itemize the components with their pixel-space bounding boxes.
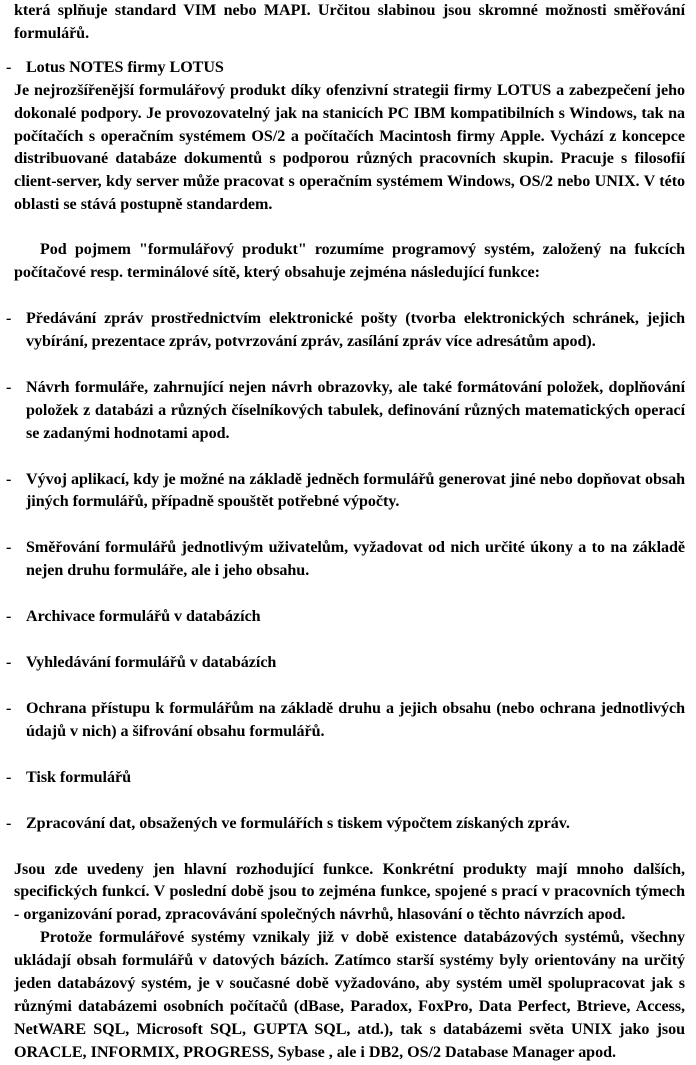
list-item-application-development	[6, 469, 685, 515]
text-column	[6, 0, 685, 1065]
list-item-message-transfer	[6, 308, 685, 354]
list-item-access-protection	[6, 698, 685, 744]
list-item-label: Předávání zpráv prostřednictvím elektronické pošty (tvorba elektronických schránek, jejich vybírání, prezentace zpráv, potvrzování zpráv, zasílání zpráv více adresátům apod).	[26, 309, 685, 350]
function-list	[6, 308, 685, 836]
list-item-label: Lotus NOTES firmy LOTUS	[26, 58, 224, 76]
list-marker-dash: -	[6, 378, 12, 396]
paragraph-form-product-definition: Pod pojmem "formulářový produkt" rozumíme programový systém, založený na fukcích počítačové resp. terminálové sítě, který obsahuje zejména následující funkce:	[14, 241, 685, 282]
list-marker-dash: -	[6, 58, 12, 76]
list-item-label: Návrh formuláře, zahrnující nejen návrh obrazovky, ale také formátování položek, doplňování položek z databázi a různých číselníkových tabulek, definování různých matematických operací se zadanými hodnotami apod.	[26, 378, 685, 442]
spacer	[14, 583, 685, 606]
spacer	[14, 354, 685, 377]
list-marker-dash: -	[6, 470, 12, 488]
list-item-form-routing	[6, 537, 685, 583]
paragraph-lotus-notes-description: Je nejrozšířenější formulářový produkt díky ofenzivní strategii firmy LOTUS a zabezpečení jeho dokonalé podpory. Je provozovatelný jak na stanicích PC IBM kompatibilních s Windows, tak na počítačích s operačním systémem OS/2 a počítačích Macintosh firmy Apple. Vychází z koncepce distribuované databáze dokumentů s podporou různých pracovních skupin. Pracuje s filosofií client-server, kdy server může pracovat s operačním systémem Windows, OS/2 nebo UNIX. V této oblasti se stává postupně standardem.	[14, 81, 685, 214]
list-item-label: Tisk formulářů	[26, 768, 131, 786]
list-item-data-processing	[6, 813, 685, 836]
spacer	[14, 836, 685, 859]
list-item-label: Vyhledávání formulářů v databázích	[26, 654, 277, 672]
list-item-lotus-notes	[6, 57, 685, 80]
spacer	[14, 790, 685, 813]
list-item-label: Ochrana přístupu k formulářům na základě druhu a jejich obsahu (nebo ochrana jednotlivých údajů v nich) a šifrování obsahu formulářů.	[26, 699, 685, 740]
list-marker-dash: -	[6, 699, 12, 717]
spacer	[14, 446, 685, 469]
list-item-form-design	[6, 377, 685, 446]
spacer	[14, 675, 685, 698]
list-marker-dash: -	[6, 608, 12, 626]
list-marker-dash: -	[6, 768, 12, 786]
list-item-label: Zpracování dat, obsažených ve formulářích s tiskem výpočtem získaných zpráv.	[26, 814, 570, 832]
list-marker-dash: -	[6, 309, 12, 327]
spacer	[14, 217, 685, 239]
paragraph-database-systems: Protože formulářové systémy vznikaly již v době existence databázových systémů, všechny ukládají obsah formulářů v datových bázích. Zatímco starší systémy byly orientovány na určitý jeden databázový systém, je v současné době vyžadováno, aby systém uměl spolupracovat jak s různými databázemi osobních počítačů (dBase, Paradox, FoxPro, Data Perfect, Btrieve, Access, NetWARE SQL, Microsoft SQL, GUPTA SQL, atd.), tak s databázemi světa UNIX jako jsou ORACLE, INFORMIX, PROGRESS, Sybase , ale i DB2, OS/2 Database Manager apod.	[14, 929, 685, 1061]
list-item-label: Archivace formulářů v databázích	[26, 608, 261, 626]
paragraph-main-functions-summary: Jsou zde uvedeny jen hlavní rozhodující funkce. Konkrétní produkty mají mnoho dalších, specifických funkcí. V poslední době jsou to zejména funkce, spojené s prací v pracovních týmech - organizování porad, zpracovávání společných návrhů, hlasování o těchto návrzích apod.	[14, 860, 685, 924]
paragraph-continued-vim: která splňuje standard VIM nebo MAPI. Určitou slabinou jsou skromné možnosti směřování formulářů.	[14, 2, 685, 42]
spacer	[14, 514, 685, 537]
list-marker-dash: -	[6, 814, 12, 832]
list-item-label: Směřování formulářů jednotlivým uživatelům, vyžadovat od nich určité úkony a to na základě nejen druhu formuláře, ale i jeho obsahu.	[26, 539, 685, 580]
spacer	[14, 744, 685, 767]
spacer	[14, 285, 685, 308]
list-item-label: Vývoj aplikací, kdy je možné na základě jedněch formulářů generovat jiné nebo dopňovat obsah jiných formulářů, případně spouštět potřebné výpočty.	[26, 470, 685, 511]
list-marker-dash: -	[6, 539, 12, 557]
list-item-printing	[6, 767, 685, 790]
spacer	[14, 629, 685, 652]
list-marker-dash: -	[6, 654, 12, 672]
list-item-archiving	[6, 606, 685, 629]
spacer	[14, 46, 685, 57]
list-item-searching	[6, 652, 685, 675]
